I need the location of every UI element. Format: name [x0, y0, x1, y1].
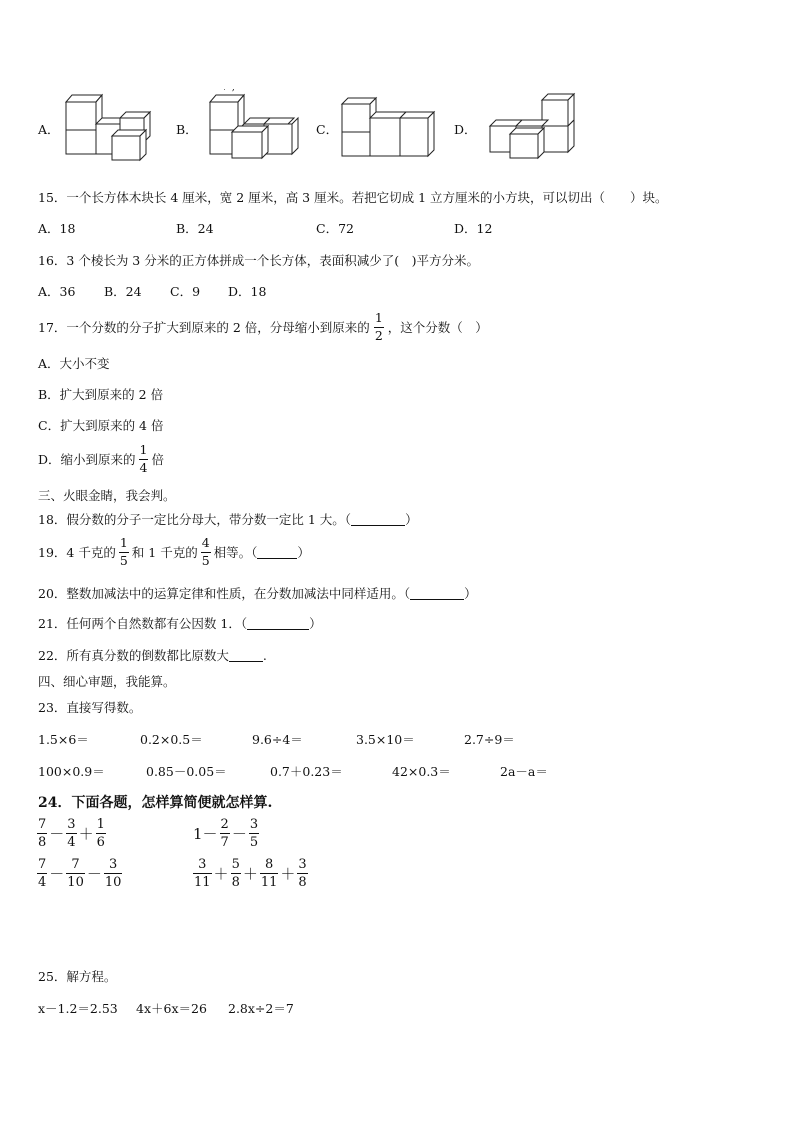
- section-4-heading: 四、细心审题，我能算。: [38, 674, 176, 689]
- q24-e3-f2-numerator: 7: [66, 858, 85, 874]
- q17-option-d-fraction: [139, 444, 149, 474]
- q19-fraction-2-denominator: 5: [201, 552, 210, 568]
- q18-item: [38, 510, 418, 528]
- q20-close: ）: [464, 586, 477, 601]
- q15-option-a[interactable]: A．18: [38, 221, 76, 236]
- q24-e3-op-1: －: [49, 865, 65, 883]
- q24-e2-f2-denominator: 5: [249, 835, 259, 850]
- q22-answer-blank[interactable]: [229, 649, 263, 662]
- q16-option-b[interactable]: B．24: [104, 284, 142, 299]
- q21-answer-blank[interactable]: [247, 617, 309, 630]
- q17-stem: [38, 312, 488, 342]
- q17-stem-prefix: 17．一个分数的分子扩大到原来的 2 倍，分母缩小到原来的: [38, 320, 370, 335]
- q24-e4-op-3: ＋: [280, 865, 296, 883]
- q21-close: ）: [309, 616, 322, 631]
- q23-r1-item-5: 2.7÷9＝: [464, 732, 515, 747]
- q14-option-b-label: B．: [176, 122, 198, 137]
- q22-item: [38, 646, 267, 664]
- q24-e2-frac-1: [220, 818, 230, 849]
- q23-title: 23．直接写得数。: [38, 700, 142, 715]
- q15-stem: 15．一个长方体木块长 4 厘米，宽 2 厘米，高 3 厘米。若把它切成 1 立方厘米的小方块，可以切出（ ）块。: [38, 190, 668, 205]
- q14-cube-figure-b: [208, 92, 308, 160]
- q25-equation-2: 4x＋6x＝26: [136, 1001, 207, 1016]
- q24-e4-frac-2: [231, 858, 241, 889]
- q23-r2-item-5: 2a－a＝: [500, 764, 548, 779]
- q24-e4-f4-numerator: 3: [298, 857, 307, 872]
- q17-option-a[interactable]: A．大小不变: [38, 356, 110, 371]
- q23-r1-item-3: 9.6÷4＝: [252, 732, 303, 747]
- q17-fraction-numerator: 1: [374, 312, 384, 328]
- q21-text: 21．任何两个自然数都有公因数 1．（: [38, 616, 248, 631]
- q24-e4-frac-3: [260, 858, 279, 889]
- q19-part3: 相等。（: [213, 545, 258, 560]
- q24-e4-frac-4: [297, 858, 307, 889]
- q17-option-d[interactable]: [38, 444, 164, 474]
- q16-option-a[interactable]: A．36: [38, 284, 76, 299]
- q17-fraction-denominator: 2: [374, 327, 383, 343]
- q24-e4-op-2: ＋: [242, 865, 258, 883]
- q23-r1-item-4: 3.5×10＝: [356, 732, 415, 747]
- q24-e2-f1-numerator: 2: [220, 817, 229, 832]
- q24-e4-f3-numerator: 8: [260, 858, 279, 874]
- q24-e4-frac-1: [193, 858, 212, 889]
- q24-e4-f2-denominator: 8: [231, 875, 240, 890]
- q25-title: 25．解方程。: [38, 969, 117, 984]
- q24-e1-f2-numerator: 3: [67, 817, 76, 832]
- q19-fraction-2: [201, 537, 211, 567]
- q25-equation-1: x－1.2＝2.53: [38, 1001, 118, 1016]
- q19-fraction-1-denominator: 5: [119, 552, 128, 568]
- q24-e4-f1-denominator: 11: [194, 875, 211, 890]
- q24-e1-frac-3: [96, 818, 106, 849]
- q19-close: ）: [297, 545, 310, 560]
- q19-fraction-2-numerator: 4: [201, 537, 211, 553]
- q15-option-d[interactable]: D．12: [454, 221, 493, 236]
- q19-fraction-1: [119, 537, 129, 567]
- q24-expression-3: [36, 858, 123, 889]
- q14-cube-figure-a: [64, 92, 154, 160]
- q24-e3-f2-denominator: 10: [67, 875, 84, 890]
- q24-e4-op-1: ＋: [213, 865, 229, 883]
- q16-option-d[interactable]: D．18: [228, 284, 267, 299]
- q17-option-b[interactable]: B．扩大到原来的 2 倍: [38, 387, 164, 402]
- q24-e3-frac-3: [104, 858, 123, 889]
- q24-e3-f3-denominator: 10: [104, 875, 122, 890]
- q15-option-b[interactable]: B．24: [176, 221, 214, 236]
- q17-option-c[interactable]: C．扩大到原来的 4 倍: [38, 418, 164, 433]
- q24-expression-1: [36, 818, 107, 849]
- q24-e1-frac-1: [37, 818, 47, 849]
- q24-e4-f4-denominator: 8: [298, 875, 307, 890]
- q24-e2-lead: 1－: [193, 825, 218, 843]
- q24-e3-frac-2: [66, 858, 85, 889]
- q24-e3-op-2: －: [86, 865, 102, 883]
- q14-option-a-label: A．: [38, 122, 60, 137]
- q24-e2-op-1: －: [231, 825, 247, 843]
- q24-e3-f1-denominator: 4: [38, 875, 47, 890]
- q19-item: [38, 537, 310, 567]
- q24-e1-f3-denominator: 6: [96, 835, 105, 850]
- q23-r1-item-1: 1.5×6＝: [38, 732, 89, 747]
- q20-item: [38, 584, 477, 602]
- q22-close: .: [262, 648, 267, 663]
- q24-e1-f2-denominator: 4: [67, 835, 76, 850]
- q17-option-d-numerator: 1: [139, 444, 149, 460]
- q24-expression-4: [192, 858, 309, 889]
- q24-e1-op-1: －: [49, 825, 65, 843]
- q24-e1-f3-numerator: 1: [96, 817, 105, 832]
- q23-r1-item-2: 0.2×0.5＝: [140, 732, 203, 747]
- q24-e4-f3-denominator: 11: [260, 875, 278, 890]
- q20-answer-blank[interactable]: [410, 587, 464, 600]
- q24-e1-op-2: ＋: [78, 825, 94, 843]
- q19-fraction-1-numerator: 1: [119, 537, 129, 553]
- q16-option-c[interactable]: C．9: [170, 284, 201, 299]
- q24-e2-f1-denominator: 7: [220, 835, 229, 850]
- q21-item: [38, 614, 322, 632]
- q25-equation-3: 2.8x÷2＝7: [228, 1001, 294, 1016]
- q23-r2-item-4: 42×0.3＝: [392, 764, 451, 779]
- q23-r2-item-2: 0.85－0.05＝: [146, 764, 227, 779]
- q24-e4-f2-numerator: 5: [231, 857, 240, 872]
- q18-text: 18．假分数的分子一定比分母大，带分数一定比 1 大。（: [38, 512, 352, 527]
- q14-cube-figure-d: [486, 92, 582, 160]
- q14-cube-figure-c: [340, 96, 440, 160]
- q23-r2-item-1: 100×0.9＝: [38, 764, 105, 779]
- q19-part2: 和 1 千克的: [131, 545, 198, 560]
- q14-stray-mark: ﹒ ,: [220, 83, 235, 93]
- q19-answer-blank[interactable]: [257, 546, 297, 559]
- q24-e1-f1-denominator: 8: [38, 835, 47, 850]
- q24-title: 24．下面各题，怎样算简便就怎样算.: [38, 795, 273, 811]
- q24-e1-frac-2: [66, 818, 76, 849]
- q14-option-c-label: C．: [316, 122, 339, 137]
- section-3-heading: 三、火眼金睛，我会判。: [38, 488, 176, 503]
- q15-option-c[interactable]: C．72: [316, 221, 354, 236]
- q18-close: ）: [405, 512, 418, 527]
- q19-part1: 19．4 千克的: [38, 545, 116, 560]
- q18-answer-blank[interactable]: [351, 513, 405, 526]
- q17-option-d-denominator: 4: [139, 459, 148, 475]
- q17-fraction: [374, 312, 384, 342]
- q20-text: 20．整数加减法中的运算定律和性质，在分数加减法中同样适用。（: [38, 586, 411, 601]
- q17-option-d-suffix: 倍: [151, 452, 164, 467]
- q17-stem-suffix: ，这个分数（ ）: [387, 320, 488, 335]
- q24-e2-f2-numerator: 3: [249, 817, 259, 832]
- q16-stem: 16．3 个棱长为 3 分米的正方体拼成一个长方体，表面积减少了( )平方分米。: [38, 253, 479, 268]
- q24-e3-f3-numerator: 3: [104, 858, 123, 874]
- q23-r2-item-3: 0.7＋0.23＝: [270, 764, 343, 779]
- q22-text: 22．所有真分数的倒数都比原数大: [38, 648, 229, 663]
- q14-option-d-label: D．: [454, 122, 477, 137]
- q24-e4-f1-numerator: 3: [193, 858, 212, 874]
- q24-e2-frac-2: [249, 818, 259, 849]
- q24-expression-2: [192, 818, 260, 849]
- q24-e3-frac-1: [37, 858, 47, 889]
- q24-e3-f1-numerator: 7: [38, 857, 47, 872]
- q24-e1-f1-numerator: 7: [38, 817, 47, 832]
- q17-option-d-prefix: D．缩小到原来的: [38, 452, 136, 467]
